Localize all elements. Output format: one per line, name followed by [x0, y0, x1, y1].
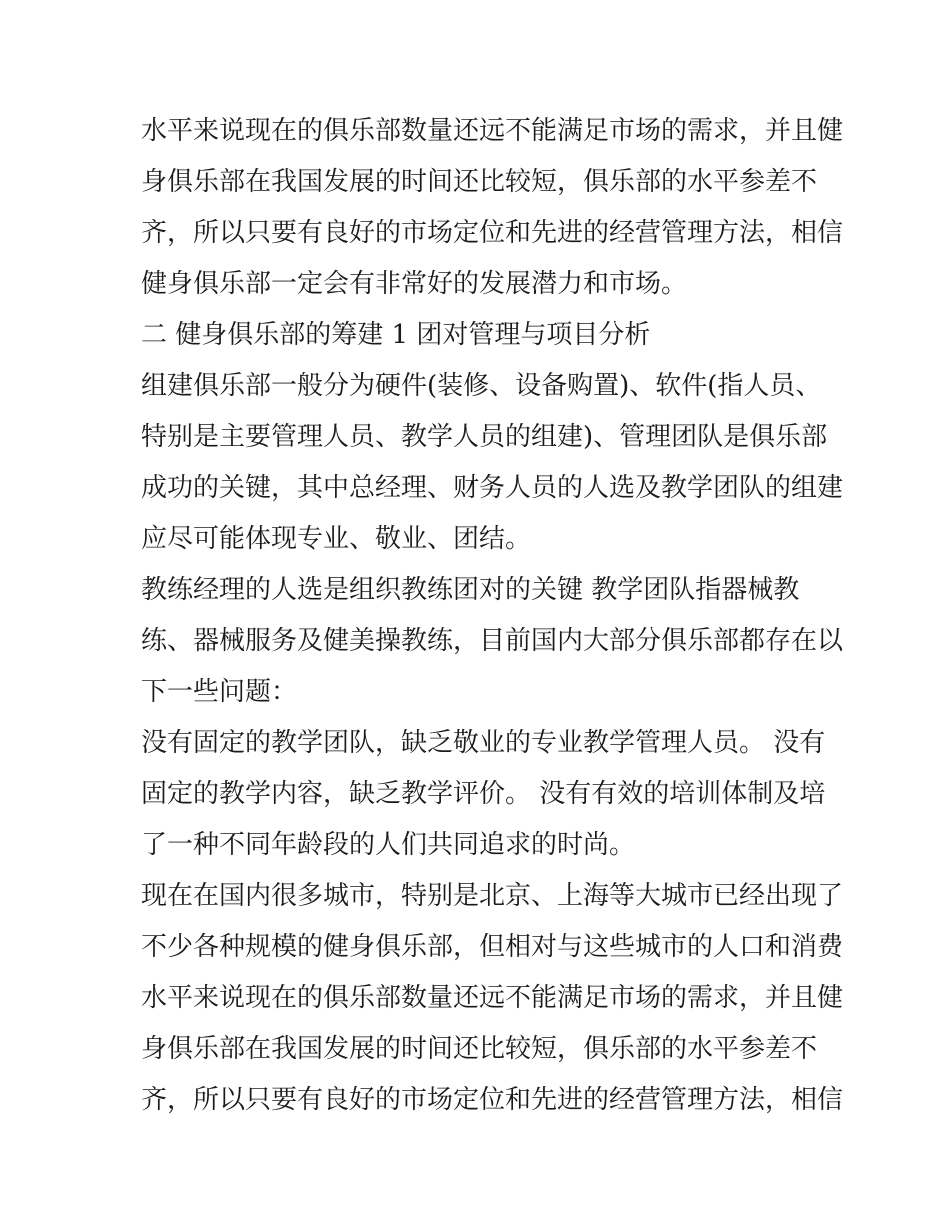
- text-line: 齐，所以只要有良好的市场定位和先进的经营管理方法，相信: [141, 218, 844, 248]
- text-line: 齐，所以只要有良好的市场定位和先进的经营管理方法，相信: [141, 1085, 844, 1115]
- text-line: 健身俱乐部一定会有非常好的发展潜力和市场。: [141, 269, 688, 299]
- text-line: 水平来说现在的俱乐部数量还远不能满足市场的需求，并且健: [141, 116, 844, 146]
- text-line: 固定的教学内容，缺乏教学评价。 没有有效的培训体制及培: [141, 779, 826, 809]
- text-line: 下一些问题：: [141, 677, 298, 707]
- text-line: 应尽可能体现专业、敬业、团结。: [141, 524, 532, 554]
- text-line: 现在在国内很多城市，特别是北京、上海等大城市已经出现了: [141, 881, 844, 911]
- text-line: 教练经理的人选是组织教练团对的关键 教学团队指器械教: [141, 575, 800, 605]
- text-line: 练、器械服务及健美操教练，目前国内大部分俱乐部都存在以: [141, 626, 844, 656]
- text-line: 没有固定的教学团队，缺乏敬业的专业教学管理人员。 没有: [141, 728, 826, 758]
- section-heading: 二 健身俱乐部的筹建 1 团对管理与项目分析: [141, 320, 651, 350]
- text-line: 特别是主要管理人员、教学人员的组建)、管理团队是俱乐部: [141, 422, 828, 452]
- text-line: 身俱乐部在我国发展的时间还比较短，俱乐部的水平参差不: [141, 1034, 818, 1064]
- text-line: 组建俱乐部一般分为硬件(装修、设备购置)、软件(指人员、: [141, 371, 822, 401]
- text-line: 水平来说现在的俱乐部数量还远不能满足市场的需求，并且健: [141, 983, 844, 1013]
- text-line: 成功的关键，其中总经理、财务人员的人选及教学团队的组建: [141, 473, 844, 503]
- text-line: 不少各种规模的健身俱乐部，但相对与这些城市的人口和消费: [141, 932, 844, 962]
- document-body: [141, 106, 844, 1126]
- text-line: 身俱乐部在我国发展的时间还比较短，俱乐部的水平参差不: [141, 167, 818, 197]
- text-line: 了一种不同年龄段的人们共同追求的时尚。: [141, 830, 636, 860]
